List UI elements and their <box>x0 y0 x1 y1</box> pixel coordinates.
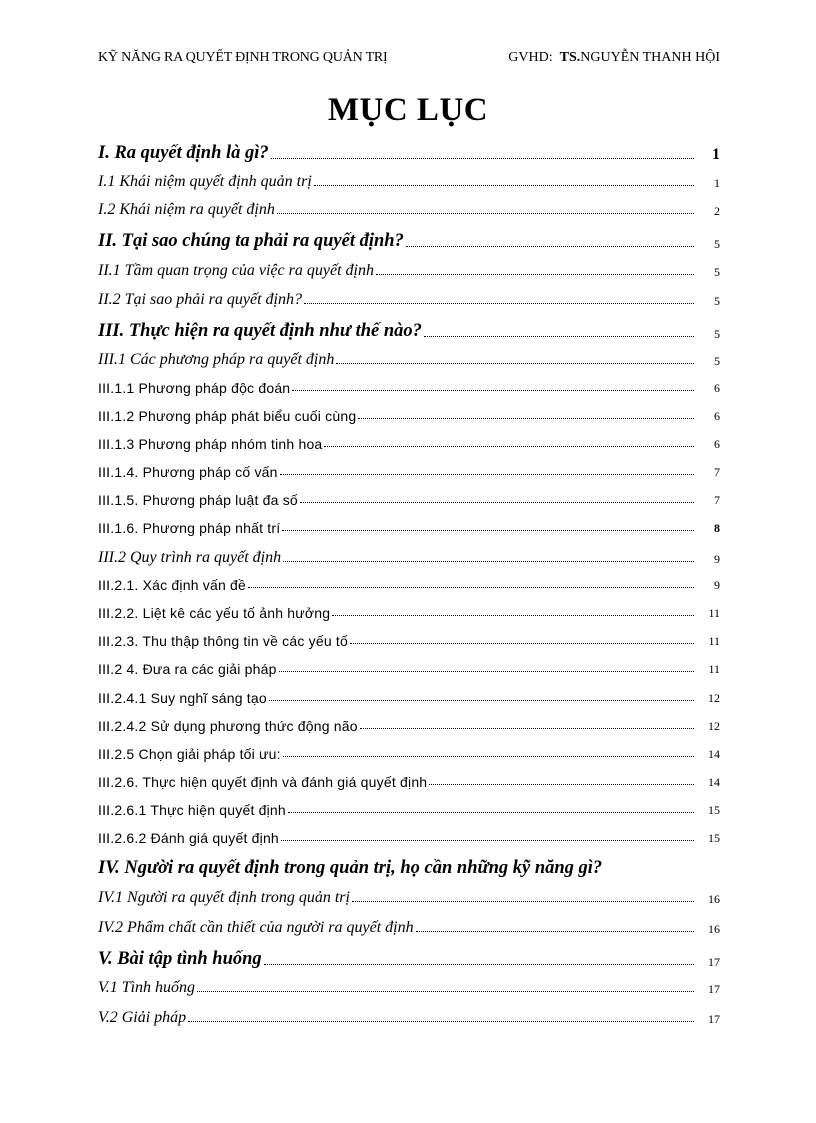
toc-entry-page: 17 <box>708 1012 720 1026</box>
toc-leader-dots <box>424 335 694 337</box>
toc-entry-title: II.1 Tầm quan trọng của việc ra quyết định <box>98 262 374 279</box>
toc-entry[interactable] <box>98 774 720 790</box>
toc-entry-page: 16 <box>708 892 720 906</box>
toc-entry[interactable] <box>98 919 720 937</box>
toc-entry-page: 11 <box>708 662 720 676</box>
toc-entry[interactable] <box>98 949 720 970</box>
toc-entry[interactable] <box>98 291 720 309</box>
toc-entry-page: 7 <box>714 465 720 479</box>
toc-entry-title: III.1.6. Phương pháp nhất trí <box>98 520 281 536</box>
toc-entry-title: III.2.6.1 Thực hiện quyết định <box>98 802 286 818</box>
header-ts-label: TS. <box>559 50 581 65</box>
toc-entry-page: 5 <box>714 354 720 368</box>
toc-leader-dots <box>281 839 694 841</box>
toc-entry-page: 17 <box>708 955 720 969</box>
toc-leader-dots <box>304 302 694 304</box>
toc-entry-title: V. Bài tập tình huống <box>98 949 262 969</box>
header-supervisor-name: NGUYỄN THANH HỘI <box>580 50 720 65</box>
header-document-title: KỸ NĂNG RA QUYẾT ĐỊNH TRONG QUẢN TRỊ <box>98 50 388 65</box>
toc-entry-page: 14 <box>708 747 720 761</box>
toc-entry[interactable] <box>98 1009 720 1027</box>
toc-entry-title: IV.2 Phẩm chất cần thiết của người ra quyết định <box>98 919 414 936</box>
toc-entry[interactable] <box>98 321 720 342</box>
toc-leader-dots <box>271 157 694 159</box>
toc-leader-dots <box>280 473 694 475</box>
toc-entry[interactable] <box>98 830 720 846</box>
toc-entry[interactable] <box>98 718 720 734</box>
toc-entry-title: III.2 Quy trình ra quyết định <box>98 549 282 566</box>
toc-entry[interactable] <box>98 173 720 191</box>
toc-entry-title: II.2 Tại sao phải ra quyết định? <box>98 291 302 308</box>
toc-entry-title: II. Tại sao chúng ta phải ra quyết định? <box>98 231 404 251</box>
toc-entry[interactable] <box>98 408 720 424</box>
toc-entry[interactable] <box>98 436 720 452</box>
toc-leader-dots <box>283 560 694 562</box>
header-supervisor <box>508 50 720 66</box>
toc-entry-title: III.2.2. Liệt kê các yếu tố ảnh hưởng <box>98 605 331 621</box>
toc-entry-page: 15 <box>708 831 720 845</box>
toc-entry-title: IV.1 Người ra quyết định trong quản trị <box>98 889 350 906</box>
toc-entry-page: 17 <box>708 982 720 996</box>
toc-entry[interactable] <box>98 520 720 536</box>
toc-leader-dots <box>350 642 694 644</box>
toc-leader-dots <box>416 930 694 932</box>
toc-entry-title: V.1 Tình huống <box>98 979 196 996</box>
toc-entry[interactable] <box>98 549 720 567</box>
toc-entry-page: 5 <box>714 265 720 279</box>
toc-entry-title: III.2.4.2 Sử dụng phương thức động não <box>98 718 358 734</box>
toc-entry-title: III.2 4. Đưa ra các giải pháp <box>98 661 277 677</box>
toc-entry-title: III.1.5. Phương pháp luật đa số <box>98 492 298 508</box>
toc-entry-title: I.2 Khái niệm ra quyết định <box>98 201 275 218</box>
page-title: MỤC LỤC <box>327 92 489 128</box>
toc-entry[interactable] <box>98 633 720 649</box>
toc-leader-dots <box>188 1020 694 1022</box>
toc-entry[interactable] <box>98 858 720 879</box>
toc-entry-title: III.1.4. Phương pháp cố vấn <box>98 464 278 480</box>
toc-leader-dots <box>314 184 694 186</box>
toc-entry-page: 8 <box>714 521 720 535</box>
toc-entry-title: III.2.1. Xác định vấn đề <box>98 577 247 593</box>
toc-leader-dots <box>360 727 694 729</box>
toc-entry-title: III.2.6. Thực hiện quyết định và đánh giá quyết định <box>98 774 428 790</box>
toc-entry-title: III.1.3 Phương pháp nhóm tinh hoa <box>98 436 323 452</box>
toc-entry-page: 5 <box>714 237 720 251</box>
toc-leader-dots <box>336 362 694 364</box>
toc-entry-page: 15 <box>708 803 720 817</box>
toc-entry[interactable] <box>98 690 720 706</box>
toc-entry-page: 6 <box>714 437 720 451</box>
toc-entry[interactable] <box>98 661 720 677</box>
toc-leader-dots <box>288 811 694 813</box>
toc-entry-page: 5 <box>714 327 720 341</box>
toc-entry[interactable] <box>98 231 720 252</box>
toc-entry[interactable] <box>98 979 720 997</box>
header-gvhd-label: GVHD: <box>508 50 553 65</box>
toc-entry-page: 11 <box>708 634 720 648</box>
toc-leader-dots <box>352 900 694 902</box>
toc-leader-dots <box>300 501 694 503</box>
toc-entry[interactable] <box>98 351 720 369</box>
toc-entry-page: 6 <box>714 409 720 423</box>
toc-entry-page: 12 <box>708 691 720 705</box>
toc-entry-page: 9 <box>714 552 720 566</box>
toc-leader-dots <box>358 417 694 419</box>
toc-entry-page: 11 <box>708 606 720 620</box>
toc-entry-page: 12 <box>708 719 720 733</box>
toc-leader-dots <box>282 529 694 531</box>
toc-entry-page: 6 <box>714 381 720 395</box>
toc-entry-title: III. Thực hiện ra quyết định như thế nào? <box>98 321 422 341</box>
toc-entry-title: III.2.3. Thu thập thông tin về các yếu tố <box>98 633 348 649</box>
toc-entry[interactable] <box>98 605 720 621</box>
toc-leader-dots <box>197 990 694 992</box>
toc-entry-title: III.1.2 Phương pháp phát biểu cuối cùng <box>98 408 357 424</box>
page-header <box>98 46 720 70</box>
toc-entry[interactable] <box>98 746 720 762</box>
toc-leader-dots <box>277 212 694 214</box>
toc-leader-dots <box>283 755 694 757</box>
toc-entry-title: I. Ra quyết định là gì? <box>98 143 269 163</box>
toc-entry[interactable] <box>98 577 720 593</box>
toc-leader-dots <box>376 273 694 275</box>
toc-entry-page: 1 <box>714 176 720 190</box>
toc-entry-title: V.2 Giải pháp <box>98 1009 187 1026</box>
toc-entry-page: 9 <box>714 578 720 592</box>
toc-leader-dots <box>292 389 694 391</box>
toc-entry[interactable] <box>98 492 720 508</box>
toc-leader-dots <box>279 670 694 672</box>
toc-leader-dots <box>429 783 694 785</box>
toc-entry[interactable] <box>98 143 720 164</box>
toc-entry-title: III.2.6.2 Đánh giá quyết định <box>98 830 279 846</box>
toc-entry[interactable] <box>98 464 720 480</box>
toc-leader-dots <box>332 614 694 616</box>
toc-leader-dots <box>324 445 694 447</box>
toc-entry[interactable] <box>98 201 720 219</box>
toc-leader-dots <box>406 245 694 247</box>
toc-entry-page: 1 <box>712 146 720 163</box>
toc-entry-title: I.1 Khái niệm quyết định quản trị <box>98 173 312 190</box>
toc-leader-dots <box>269 699 694 701</box>
toc-leader-dots <box>248 586 694 588</box>
toc-entry-title: III.1 Các phương pháp ra quyết định <box>98 351 335 368</box>
toc-entry-page: 2 <box>714 204 720 218</box>
toc-entry[interactable] <box>98 380 720 396</box>
toc-entry[interactable] <box>98 802 720 818</box>
toc-entry-title: III.2.5 Chọn giải pháp tối ưu: <box>98 746 281 762</box>
toc-entry-page: 14 <box>708 775 720 789</box>
toc-entry[interactable] <box>98 262 720 280</box>
toc-entry-page: 16 <box>708 922 720 936</box>
toc-entry-page: 5 <box>714 294 720 308</box>
toc-entry[interactable] <box>98 889 720 907</box>
toc-entry-title: III.2.4.1 Suy nghĩ sáng tạo <box>98 690 267 706</box>
toc-entry-title: III.1.1 Phương pháp độc đoán <box>98 380 291 396</box>
toc-entry-page: 7 <box>714 493 720 507</box>
toc-leader-dots <box>264 963 694 965</box>
toc-entry-title: IV. Người ra quyết định trong quản trị, họ cần những kỹ năng gì? <box>98 858 603 878</box>
